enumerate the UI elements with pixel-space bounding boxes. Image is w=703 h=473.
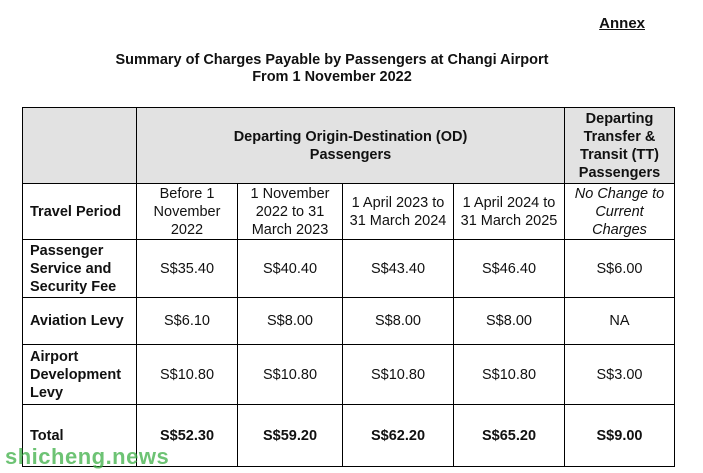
period-cell: 1 November 2022 to 31 March 2023	[238, 184, 343, 240]
value-cell: S$6.10	[137, 298, 238, 345]
od-passengers-header: Departing Origin-Destination (OD) Passengers	[137, 108, 565, 184]
title-line-2: From 1 November 2022	[252, 69, 412, 85]
total-cell: S$52.30	[137, 405, 238, 467]
value-cell: NA	[565, 298, 675, 345]
table-row	[23, 240, 675, 298]
corner-cell	[23, 108, 137, 184]
total-cell: S$65.20	[454, 405, 565, 467]
document-title	[0, 52, 664, 86]
charges-table	[22, 107, 675, 467]
value-cell: S$10.80	[137, 345, 238, 405]
title-line-1: Summary of Charges Payable by Passengers at Changi Airport	[115, 52, 549, 68]
value-cell: S$10.80	[343, 345, 454, 405]
value-cell: S$6.00	[565, 240, 675, 298]
value-cell: S$10.80	[238, 345, 343, 405]
period-cell-tt: No Change to Current Charges	[565, 184, 675, 240]
value-cell: S$10.80	[454, 345, 565, 405]
period-cell: Before 1 November 2022	[137, 184, 238, 240]
annex-label: Annex	[599, 15, 645, 32]
value-cell: S$3.00	[565, 345, 675, 405]
row-label: Aviation Levy	[23, 298, 137, 345]
value-cell: S$8.00	[238, 298, 343, 345]
travel-period-row	[23, 184, 675, 240]
table-row	[23, 345, 675, 405]
tt-passengers-header: Departing Transfer & Transit (TT) Passengers	[565, 108, 675, 184]
header-row	[23, 108, 675, 184]
row-label: Airport Development Levy	[23, 345, 137, 405]
value-cell: S$8.00	[454, 298, 565, 345]
row-label: Passenger Service and Security Fee	[23, 240, 137, 298]
total-cell: S$59.20	[238, 405, 343, 467]
watermark: shicheng.news	[5, 444, 170, 469]
period-cell: 1 April 2023 to 31 March 2024	[343, 184, 454, 240]
value-cell: S$46.40	[454, 240, 565, 298]
value-cell: S$8.00	[343, 298, 454, 345]
value-cell: S$35.40	[137, 240, 238, 298]
travel-period-label: Travel Period	[23, 184, 137, 240]
table-row	[23, 298, 675, 345]
total-cell: S$62.20	[343, 405, 454, 467]
value-cell: S$43.40	[343, 240, 454, 298]
period-cell: 1 April 2024 to 31 March 2025	[454, 184, 565, 240]
row-label: Total	[23, 405, 137, 467]
total-cell: S$9.00	[565, 405, 675, 467]
value-cell: S$40.40	[238, 240, 343, 298]
